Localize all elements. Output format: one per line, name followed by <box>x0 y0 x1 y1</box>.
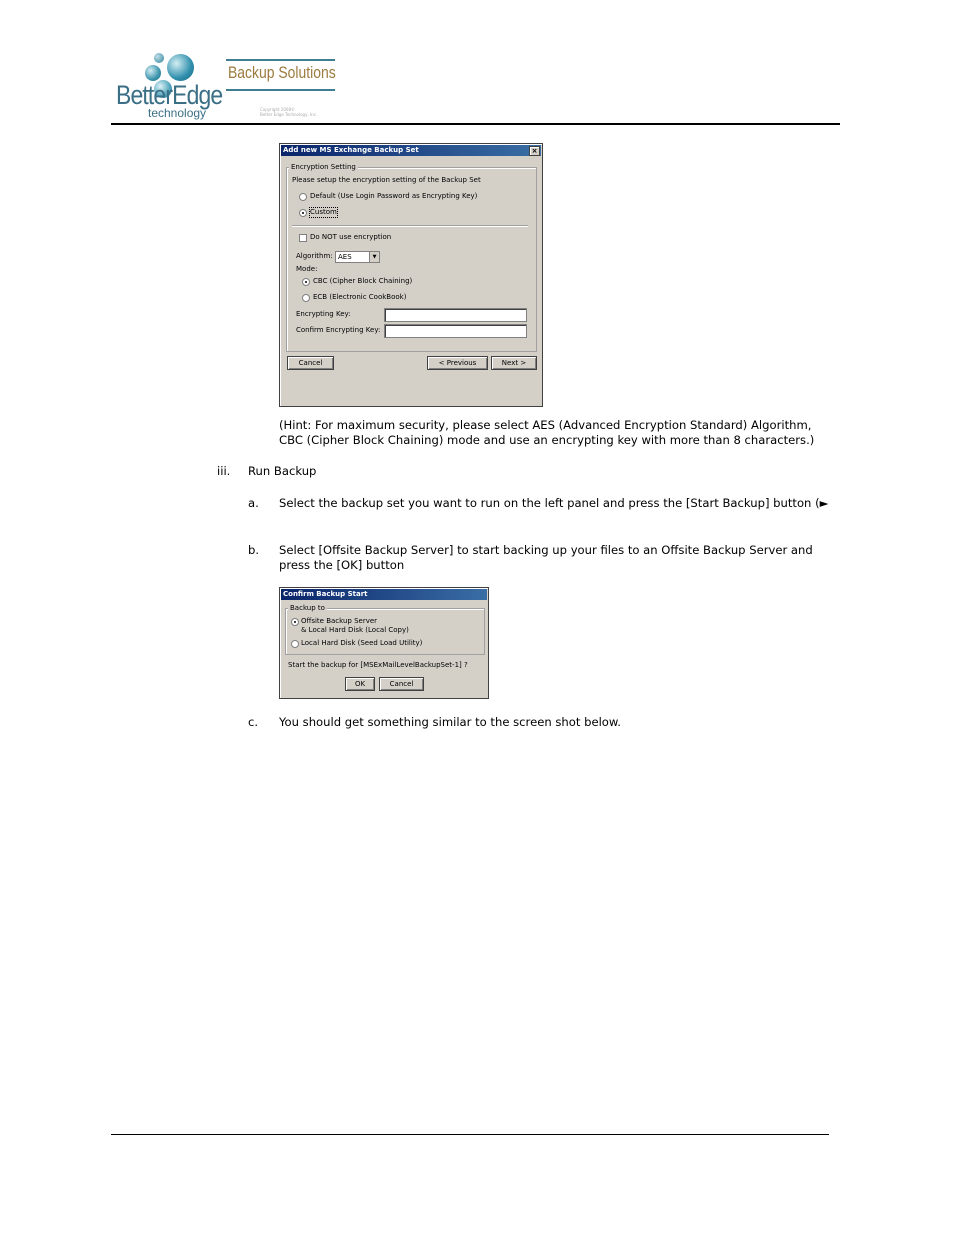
close-icon[interactable]: × <box>529 146 540 156</box>
radio-offsite-label: Offsite Backup Server <box>301 617 378 625</box>
brand-subtitle: technology <box>148 106 207 120</box>
no-encryption-checkbox[interactable] <box>299 234 307 242</box>
product-name: Backup Solutions <box>228 63 336 82</box>
dialog-titlebar: Add new MS Exchange Backup Set <box>281 145 541 156</box>
radio-custom-label: Custom <box>310 208 337 216</box>
confirm-backup-dialog <box>279 587 489 699</box>
encrypting-key-input[interactable] <box>384 308 527 322</box>
company-logo <box>112 48 352 124</box>
step-iii-number: iii. <box>217 464 231 478</box>
copyright-notice: Copyright 2008© Better Edge Technology, Inc. <box>260 107 318 117</box>
encryption-dialog <box>279 143 543 407</box>
confirm-question: Start the backup for [MSExMailLevelBackupSet-1] ? <box>288 661 468 669</box>
ok-button[interactable]: OK <box>345 677 375 691</box>
cancel-button[interactable]: Cancel <box>287 356 334 370</box>
no-encryption-label: Do NOT use encryption <box>310 233 392 241</box>
next-button[interactable]: Next > <box>491 356 537 370</box>
radio-cbc[interactable] <box>302 278 310 286</box>
footer-rule <box>111 1134 829 1135</box>
divider <box>292 225 528 226</box>
chevron-down-icon: ▼ <box>369 252 379 262</box>
algorithm-select[interactable]: AES ▼ <box>335 251 380 263</box>
radio-cbc-label: CBC (Cipher Block Chaining) <box>313 277 413 285</box>
step-c-number: c. <box>248 715 259 729</box>
encrypting-key-label: Encrypting Key: <box>296 310 351 318</box>
hint-text: (Hint: For maximum security, please select AES (Advanced Encryption Standard) Algorithm, CBC (Cipher Block Chaining) mode and use an encrypting key with more than 8 characters.) <box>279 418 815 447</box>
radio-offsite[interactable] <box>291 618 299 626</box>
previous-button[interactable]: < Previous <box>427 356 488 370</box>
mode-label: Mode: <box>296 265 318 273</box>
radio-offsite-label-2: & Local Hard Disk (Local Copy) <box>301 626 409 634</box>
step-b-text: Select [Offsite Backup Server] to start backing up your files to an Offsite Backup Server and press the [OK] button <box>279 543 813 572</box>
step-c-text: You should get something similar to the screen shot below. <box>279 715 621 729</box>
radio-default-label: Default (Use Login Password as Encrypting Key) <box>310 192 478 200</box>
radio-local-label: Local Hard Disk (Seed Load Utility) <box>301 639 423 647</box>
step-a-text: Select the backup set you want to run on the left panel and press the [Start Backup] button (► <box>279 496 829 510</box>
step-b-number: b. <box>248 543 260 557</box>
step-a-number: a. <box>248 496 259 510</box>
header-rule <box>111 123 840 125</box>
instruction-text: Please setup the encryption setting of the Backup Set <box>292 176 481 184</box>
step-iii-text: Run Backup <box>248 464 317 478</box>
confirm-key-input[interactable] <box>384 324 527 338</box>
group-title: Backup to <box>290 604 325 612</box>
dialog-titlebar: Confirm Backup Start <box>281 589 487 600</box>
group-title: Encryption Setting <box>291 163 356 171</box>
confirm-key-label: Confirm Encrypting Key: <box>296 326 381 334</box>
radio-default[interactable] <box>299 193 307 201</box>
radio-custom[interactable] <box>299 209 307 217</box>
radio-local[interactable] <box>291 640 299 648</box>
radio-ecb-label: ECB (Electronic CookBook) <box>313 293 407 301</box>
algorithm-label: Algorithm: <box>296 252 333 260</box>
brand-name: BetterEdge <box>116 80 223 110</box>
radio-ecb[interactable] <box>302 294 310 302</box>
cancel-button[interactable]: Cancel <box>379 677 424 691</box>
